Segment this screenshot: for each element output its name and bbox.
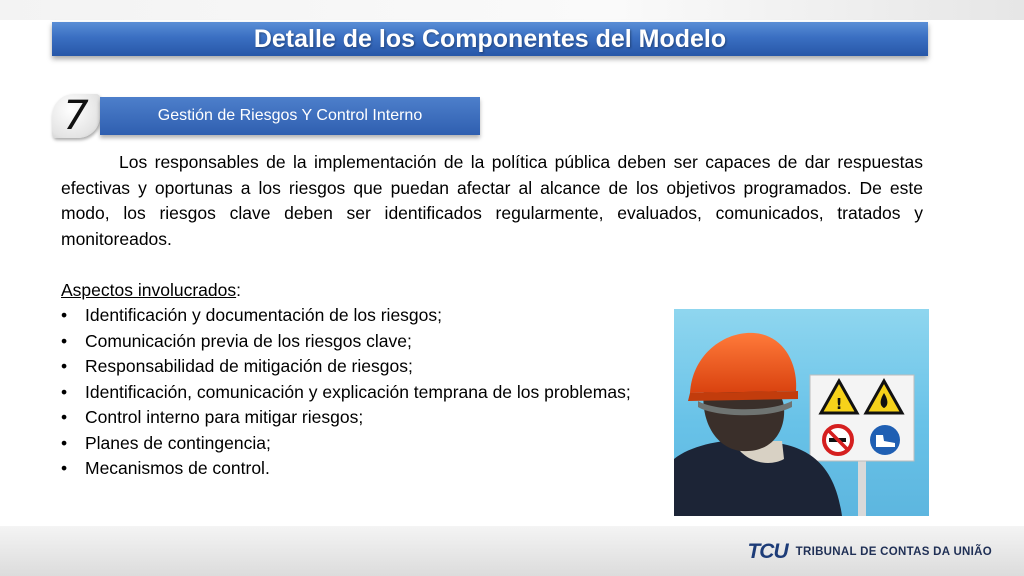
intro-paragraph: Los responsables de la implementación de la política pública deben ser capaces de dar respuestas efectivas y oportunas a los riesgos que puedan afectar al alcance de los objetivos programados. De este modo, los riesgos clave deben ser identificados regularmente, evaluados, comunicados, tratados y monitoreados. (61, 152, 923, 249)
list-item-text: Comunicación previa de los riesgos clave; (85, 330, 412, 351)
section-number: 7 (63, 93, 89, 139)
list-item-text: Identificación, comunicación y explicación temprana de los problemas; (85, 381, 631, 402)
bullet-icon: • (61, 305, 68, 325)
list-item-text: Identificación y documentación de los riesgos; (85, 305, 443, 325)
bullet-icon: • (61, 330, 68, 351)
bullet-icon: • (61, 458, 68, 478)
tcu-logo-text: TRIBUNAL DE CONTAS DA UNIÃO (795, 546, 992, 558)
safety-worker-photo (674, 309, 929, 516)
exclamation-icon: ! (835, 395, 843, 413)
sign-post (858, 454, 866, 516)
list-item-text: Mecanismos de control. (85, 458, 270, 478)
orange-helmet-icon (690, 333, 796, 393)
footer-logo (747, 540, 992, 564)
top-background-band (0, 0, 1024, 20)
bullet-icon: • (61, 432, 68, 453)
list-item-text: Responsabilidad de mitigación de riesgos; (85, 356, 413, 376)
aspects-heading (61, 278, 923, 304)
safety-worker-illustration (674, 309, 929, 516)
tcu-logo-mark: TCU (747, 540, 788, 563)
section-number-badge (52, 94, 100, 138)
slide-subtitle: Gestión de Riesgos Y Control Interno (157, 107, 423, 124)
title-banner (52, 22, 928, 56)
slide-title: Detalle de los Componentes del Modelo (253, 24, 727, 53)
safety-boots-icon (870, 425, 900, 455)
list-item-text: Planes de contingencia; (85, 432, 271, 453)
bullet-icon: • (61, 407, 68, 427)
subtitle-banner (100, 97, 480, 135)
aspects-heading-colon: : (236, 279, 241, 300)
list-item-text: Control interno para mitigar riesgos; (85, 407, 364, 427)
aspects-heading-label: Aspectos involucrados (61, 279, 237, 300)
spacer (61, 252, 923, 278)
bullet-icon: • (61, 356, 68, 376)
bullet-icon: • (61, 381, 68, 402)
